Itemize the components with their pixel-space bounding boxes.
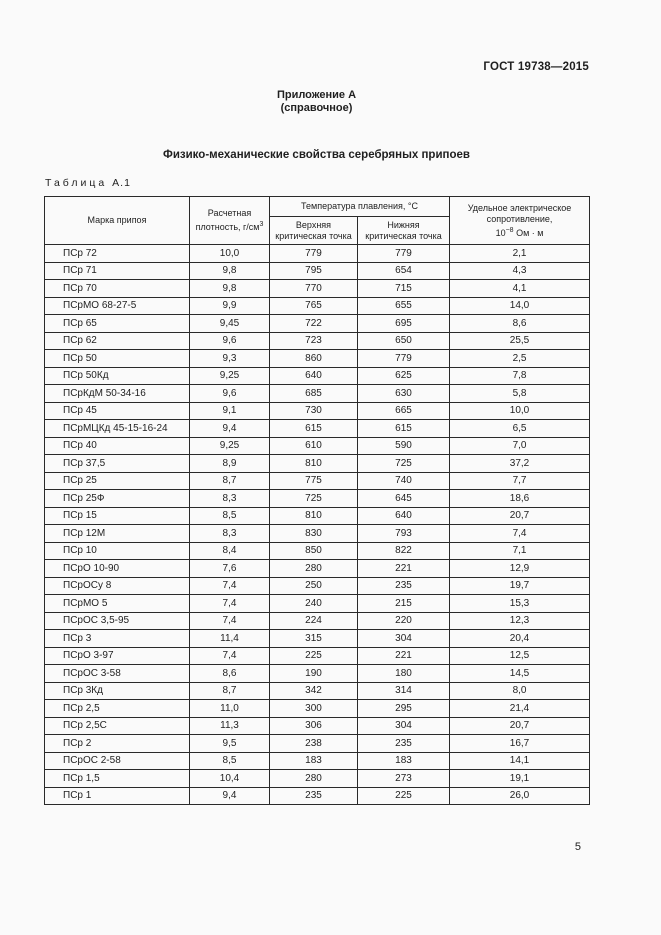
table-row — [45, 402, 590, 420]
value-cell: 779 — [358, 245, 450, 263]
header-resistivity-unit-base: 10 — [495, 227, 506, 238]
value-cell: 9,8 — [190, 262, 270, 280]
value-cell: 304 — [358, 630, 450, 648]
value-cell: 9,4 — [190, 420, 270, 438]
value-cell: 615 — [358, 420, 450, 438]
value-cell: 9,6 — [190, 385, 270, 403]
value-cell: 765 — [270, 297, 358, 315]
value-cell: 4,1 — [450, 280, 590, 298]
value-cell: 15,3 — [450, 595, 590, 613]
value-cell: 5,8 — [450, 385, 590, 403]
value-cell: 314 — [358, 682, 450, 700]
value-cell: 306 — [270, 717, 358, 735]
header-lower-line2: критическая точка — [365, 230, 442, 241]
value-cell: 11,4 — [190, 630, 270, 648]
value-cell: 250 — [270, 577, 358, 595]
solder-grade-cell: ПСр 10 — [45, 542, 190, 560]
table-row — [45, 385, 590, 403]
value-cell: 183 — [358, 752, 450, 770]
header-density-superscript: 3 — [259, 221, 264, 228]
table-row — [45, 752, 590, 770]
solder-grade-cell: ПСр 25 — [45, 472, 190, 490]
value-cell: 11,3 — [190, 717, 270, 735]
value-cell: 9,5 — [190, 735, 270, 753]
value-cell: 7,4 — [190, 647, 270, 665]
value-cell: 7,7 — [450, 472, 590, 490]
value-cell: 295 — [358, 700, 450, 718]
value-cell: 770 — [270, 280, 358, 298]
table-row — [45, 262, 590, 280]
solder-grade-cell: ПСр 50 — [45, 350, 190, 368]
value-cell: 779 — [358, 350, 450, 368]
solder-grade-cell: ПСрМО 5 — [45, 595, 190, 613]
value-cell: 630 — [358, 385, 450, 403]
table-row — [45, 665, 590, 683]
value-cell: 280 — [270, 770, 358, 788]
header-density-line1: Расчетная — [207, 208, 252, 218]
value-cell: 180 — [358, 665, 450, 683]
value-cell: 740 — [358, 472, 450, 490]
value-cell: 795 — [270, 262, 358, 280]
solder-grade-cell: ПСрО 3-97 — [45, 647, 190, 665]
solder-grade-cell: ПСрОСу 8 — [45, 577, 190, 595]
table-row — [45, 577, 590, 595]
value-cell: 665 — [358, 402, 450, 420]
value-cell: 779 — [270, 245, 358, 263]
table-caption-word: Таблица — [45, 177, 108, 189]
value-cell: 9,4 — [190, 787, 270, 805]
value-cell: 7,8 — [450, 367, 590, 385]
value-cell: 235 — [358, 735, 450, 753]
table-row — [45, 490, 590, 508]
header-resistivity-unit-superscript: −8 — [505, 226, 514, 234]
value-cell: 20,4 — [450, 630, 590, 648]
solder-grade-cell: ПСр 72 — [45, 245, 190, 263]
value-cell: 240 — [270, 595, 358, 613]
value-cell: 14,5 — [450, 665, 590, 683]
value-cell: 9,8 — [190, 280, 270, 298]
table-row — [45, 647, 590, 665]
solder-grade-cell: ПСрО 10-90 — [45, 560, 190, 578]
value-cell: 8,7 — [190, 472, 270, 490]
header-lower-line1: Нижняя — [387, 219, 420, 230]
table-row — [45, 437, 590, 455]
value-cell: 12,5 — [450, 647, 590, 665]
value-cell: 9,9 — [190, 297, 270, 315]
value-cell: 190 — [270, 665, 358, 683]
value-cell: 221 — [358, 560, 450, 578]
value-cell: 650 — [358, 332, 450, 350]
solder-properties-table — [44, 196, 590, 805]
value-cell: 725 — [358, 455, 450, 473]
table-row — [45, 507, 590, 525]
value-cell: 9,1 — [190, 402, 270, 420]
table-caption — [45, 177, 131, 189]
value-cell: 640 — [358, 507, 450, 525]
value-cell: 654 — [358, 262, 450, 280]
value-cell: 12,9 — [450, 560, 590, 578]
value-cell: 8,0 — [450, 682, 590, 700]
header-upper-line1: Верхняя — [295, 219, 332, 230]
value-cell: 4,3 — [450, 262, 590, 280]
value-cell: 810 — [270, 507, 358, 525]
value-cell: 9,25 — [190, 437, 270, 455]
solder-grade-cell: ПСр 1,5 — [45, 770, 190, 788]
table-row — [45, 280, 590, 298]
value-cell: 9,6 — [190, 332, 270, 350]
solder-grade-cell: ПСр 2,5С — [45, 717, 190, 735]
solder-grade-cell: ПСрОС 3,5-95 — [45, 612, 190, 630]
solder-grade-cell: ПСрОС 3-58 — [45, 665, 190, 683]
value-cell: 238 — [270, 735, 358, 753]
value-cell: 10,0 — [450, 402, 590, 420]
header-density-line2: плотность, г/см — [195, 222, 260, 232]
table-header — [45, 197, 590, 245]
solder-grade-cell: ПСрМЦКд 45-15-16-24 — [45, 420, 190, 438]
value-cell: 7,4 — [190, 612, 270, 630]
value-cell: 850 — [270, 542, 358, 560]
header-upper-line2: критическая точка — [275, 230, 352, 241]
doc-number: ГОСТ 19738—2015 — [483, 61, 589, 73]
header-resistivity-unit-tail: Ом · м — [513, 227, 544, 238]
value-cell: 625 — [358, 367, 450, 385]
value-cell: 7,4 — [450, 525, 590, 543]
value-cell: 225 — [270, 647, 358, 665]
table-row — [45, 350, 590, 368]
table-row — [45, 770, 590, 788]
table-row — [45, 455, 590, 473]
table-row — [45, 525, 590, 543]
value-cell: 685 — [270, 385, 358, 403]
header-resistivity-line1: Удельное электрическое — [467, 202, 572, 213]
table-row — [45, 367, 590, 385]
table-row — [45, 245, 590, 263]
value-cell: 9,3 — [190, 350, 270, 368]
value-cell: 8,5 — [190, 752, 270, 770]
solder-grade-cell: ПСр 50Кд — [45, 367, 190, 385]
solder-grade-cell: ПСр 15 — [45, 507, 190, 525]
value-cell: 21,4 — [450, 700, 590, 718]
value-cell: 9,25 — [190, 367, 270, 385]
value-cell: 7,6 — [190, 560, 270, 578]
value-cell: 723 — [270, 332, 358, 350]
value-cell: 822 — [358, 542, 450, 560]
value-cell: 8,6 — [190, 665, 270, 683]
value-cell: 7,1 — [450, 542, 590, 560]
value-cell: 640 — [270, 367, 358, 385]
value-cell: 221 — [358, 647, 450, 665]
header-mark-label: Марка припоя — [87, 215, 147, 225]
solder-grade-cell: ПСр 1 — [45, 787, 190, 805]
solder-grade-cell: ПСр 62 — [45, 332, 190, 350]
table-row — [45, 787, 590, 805]
solder-grade-cell: ПСр 71 — [45, 262, 190, 280]
solder-grade-cell: ПСр 2,5 — [45, 700, 190, 718]
value-cell: 235 — [358, 577, 450, 595]
value-cell: 235 — [270, 787, 358, 805]
appendix-heading — [44, 89, 589, 115]
appendix-title: Приложение А — [276, 89, 357, 101]
value-cell: 810 — [270, 455, 358, 473]
value-cell: 6,5 — [450, 420, 590, 438]
table-caption-number: А.1 — [112, 177, 131, 189]
header-melting-temperature-label: Температура плавления, °С — [301, 201, 418, 211]
value-cell: 224 — [270, 612, 358, 630]
value-cell: 695 — [358, 315, 450, 333]
value-cell: 793 — [358, 525, 450, 543]
value-cell: 26,0 — [450, 787, 590, 805]
value-cell: 19,1 — [450, 770, 590, 788]
value-cell: 37,2 — [450, 455, 590, 473]
value-cell: 18,6 — [450, 490, 590, 508]
solder-grade-cell: ПСр 37,5 — [45, 455, 190, 473]
value-cell: 11,0 — [190, 700, 270, 718]
value-cell: 12,3 — [450, 612, 590, 630]
value-cell: 215 — [358, 595, 450, 613]
table-row — [45, 612, 590, 630]
table-row — [45, 595, 590, 613]
value-cell: 2,1 — [450, 245, 590, 263]
table-row — [45, 735, 590, 753]
value-cell: 7,0 — [450, 437, 590, 455]
value-cell: 715 — [358, 280, 450, 298]
value-cell: 225 — [358, 787, 450, 805]
table-row — [45, 717, 590, 735]
value-cell: 14,0 — [450, 297, 590, 315]
table-row — [45, 315, 590, 333]
value-cell: 610 — [270, 437, 358, 455]
solder-grade-cell: ПСр 65 — [45, 315, 190, 333]
value-cell: 315 — [270, 630, 358, 648]
solder-grade-cell: ПСр 70 — [45, 280, 190, 298]
value-cell: 8,7 — [190, 682, 270, 700]
value-cell: 775 — [270, 472, 358, 490]
table-row — [45, 700, 590, 718]
value-cell: 9,45 — [190, 315, 270, 333]
table-row — [45, 542, 590, 560]
value-cell: 25,5 — [450, 332, 590, 350]
table-body — [45, 245, 590, 805]
table-row — [45, 682, 590, 700]
solder-grade-cell: ПСр 3Кд — [45, 682, 190, 700]
value-cell: 8,3 — [190, 490, 270, 508]
solder-grade-cell: ПСр 40 — [45, 437, 190, 455]
value-cell: 273 — [358, 770, 450, 788]
table-row — [45, 332, 590, 350]
value-cell: 725 — [270, 490, 358, 508]
value-cell: 7,4 — [190, 577, 270, 595]
value-cell: 342 — [270, 682, 358, 700]
value-cell: 183 — [270, 752, 358, 770]
solder-grade-cell: ПСр 3 — [45, 630, 190, 648]
solder-grade-cell: ПСр 2 — [45, 735, 190, 753]
value-cell: 300 — [270, 700, 358, 718]
value-cell: 19,7 — [450, 577, 590, 595]
solder-grade-cell: ПСр 25Ф — [45, 490, 190, 508]
header-lower-critical-point — [358, 217, 450, 245]
value-cell: 16,7 — [450, 735, 590, 753]
value-cell: 20,7 — [450, 507, 590, 525]
value-cell: 8,9 — [190, 455, 270, 473]
value-cell: 304 — [358, 717, 450, 735]
value-cell: 830 — [270, 525, 358, 543]
value-cell: 8,3 — [190, 525, 270, 543]
header-resistivity — [450, 197, 590, 245]
table-row — [45, 472, 590, 490]
table-row — [45, 630, 590, 648]
value-cell: 8,4 — [190, 542, 270, 560]
appendix-note: (справочное) — [280, 102, 353, 114]
solder-grade-cell: ПСр 12М — [45, 525, 190, 543]
value-cell: 2,5 — [450, 350, 590, 368]
table-row — [45, 420, 590, 438]
value-cell: 8,6 — [450, 315, 590, 333]
value-cell: 590 — [358, 437, 450, 455]
value-cell: 10,0 — [190, 245, 270, 263]
header-melting-temperature-group — [270, 197, 450, 217]
page-number: 5 — [574, 841, 581, 853]
value-cell: 220 — [358, 612, 450, 630]
value-cell: 730 — [270, 402, 358, 420]
value-cell: 20,7 — [450, 717, 590, 735]
table-row — [45, 560, 590, 578]
solder-grade-cell: ПСрМО 68-27-5 — [45, 297, 190, 315]
value-cell: 860 — [270, 350, 358, 368]
header-mark — [45, 197, 190, 245]
value-cell: 615 — [270, 420, 358, 438]
value-cell: 645 — [358, 490, 450, 508]
table-row — [45, 297, 590, 315]
solder-grade-cell: ПСр 45 — [45, 402, 190, 420]
page-title: Физико-механические свойства серебряных припоев — [163, 149, 470, 161]
header-resistivity-line2: сопротивление, — [486, 213, 553, 224]
value-cell: 8,5 — [190, 507, 270, 525]
value-cell: 280 — [270, 560, 358, 578]
header-density — [190, 197, 270, 245]
value-cell: 14,1 — [450, 752, 590, 770]
solder-grade-cell: ПСрКдМ 50-34-16 — [45, 385, 190, 403]
value-cell: 722 — [270, 315, 358, 333]
value-cell: 10,4 — [190, 770, 270, 788]
value-cell: 7,4 — [190, 595, 270, 613]
header-upper-critical-point — [270, 217, 358, 245]
solder-grade-cell: ПСрОС 2-58 — [45, 752, 190, 770]
value-cell: 655 — [358, 297, 450, 315]
